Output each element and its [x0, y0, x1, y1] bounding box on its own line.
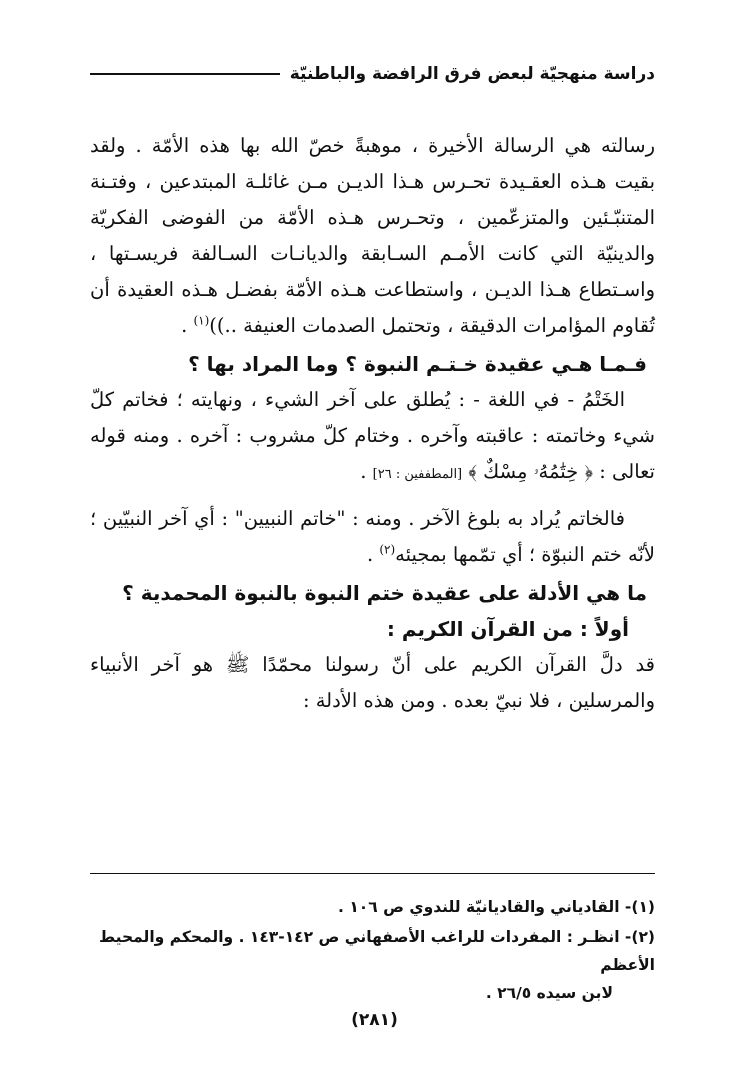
page-number: (٢٨١) [351, 1010, 398, 1030]
main-text [90, 128, 655, 719]
section-heading-evidence: ما هي الأدلة على عقيدة ختم النبوة بالنبوة المحمدية ؟ [122, 581, 647, 605]
running-title: دراسة منهجيّة لبعض فرق الرافضة والباطنيّة [289, 64, 655, 84]
quran-verse: ﴿ خِتَٰمُهُۥ مِسْكٌ ﴾ [468, 460, 594, 483]
running-header [90, 64, 655, 84]
footnote-2: (٢)- انظـر : المفردات للراغب الأصفهاني ص ١٤٢-١٤٣ . والمحكم والمحيط الأعظم لابن سيده ٢٦/٥ . [99, 928, 655, 1002]
quran-reference: [المطففين : ٢٦] [372, 467, 463, 482]
header-rule [90, 73, 280, 75]
intro-paragraph: رسالته هي الرسالة الأخيرة ، موهبةً خصّ الله بها هذه الأمّة . ولقد بقيت هـذه العقـيدة تحـرس هـذا الديـن مـن غائلـة المبتدعين ، وفتـنة المتنبّـئين والمتزعّمين ، وتحـرس هـذه الأمّة من الفوضى الفكريّة والدينيّة التي كانت الأمـم السـابقة والديانـات السـالفة فريسـتها ، واسـتطاع هـذا الديـن ، واستطاعت هـذه الأمّة بفضـل هـذه العقيدة أن تُقاوم المؤامرات الدقيقة ، وتحتمل الصدمات العنيفة ..))$^{(١)}$ . [90, 134, 655, 337]
evidence-paragraph: قد دلَّ القرآن الكريم على أنّ رسولنا محمّدًا ﷺ هو آخر الأنبياء والمرسلين ، فلا نبيّ بعده . ومن هذه الأدلة : [90, 653, 655, 712]
lang-definition-paragraph: الخَتْمُ - في اللغة - : يُطلق على آخر الشيء ، ونهايته ؛ فخاتم كلّ شيء وخاتمته : عاقبته وآخره . وختام كلّ مشروب : آخره . ومنه قوله تعالى : ﴿ خِتَٰمُهُۥ مِسْكٌ ﴾ [المطففين : ٢٦] . [90, 388, 655, 483]
footnote-divider [90, 873, 655, 874]
subheading-quran: أولاً : من القرآن الكريم : [386, 617, 629, 641]
khatam-paragraph: فالخاتم يُراد به بلوغ الآخر . ومنه : "خاتم النبيين" : أي آخر النبيّين ؛ لأنّه ختم النبوّة ؛ أي تمّمها بمجيئه$^{(٢)}$ . [90, 507, 655, 566]
footnote-marker-1: (١) [193, 313, 210, 328]
footnote-marker-2: (٢) [379, 542, 396, 557]
section-heading-khatm: فـمـا هـي عقيدة خـتـم النبوة ؟ وما المراد بها ؟ [188, 352, 647, 376]
footnote-1: (١)- القادياني والقاديانيّة للندوي ص ١٠٦ . [338, 898, 655, 916]
footnotes [90, 893, 655, 1009]
